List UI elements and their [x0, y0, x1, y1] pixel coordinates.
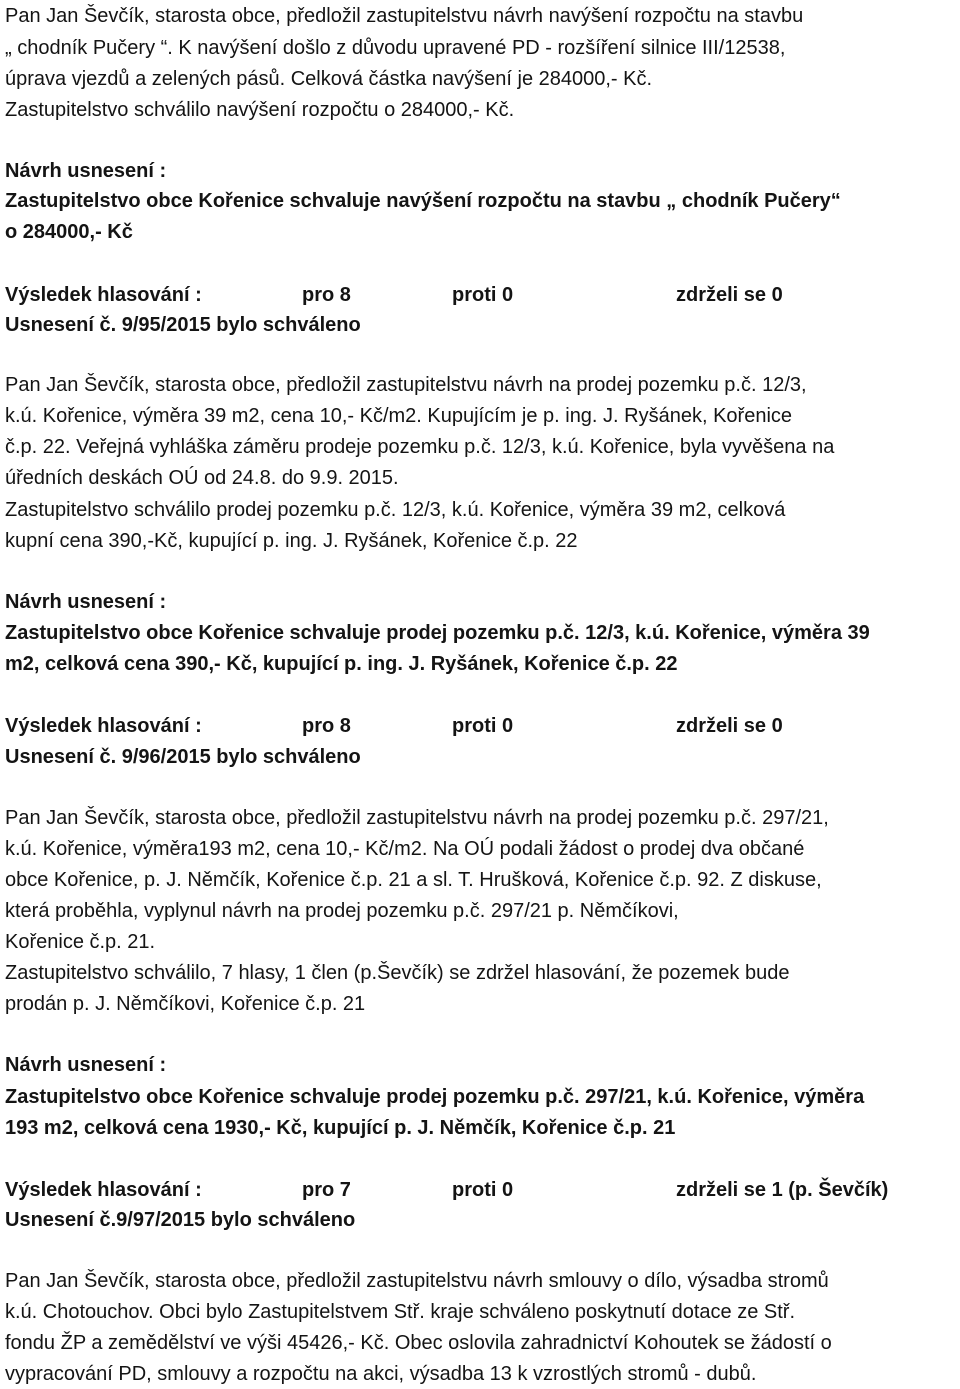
paragraph-line: k.ú. Chotouchov. Obci bylo Zastupitelstvem Stř. kraje schváleno poskytnutí dotace ze Stř. — [5, 1301, 795, 1323]
proposal-heading: Návrh usnesení : — [5, 591, 167, 613]
paragraph-line: úředních deskách OÚ od 24.8. do 9.9. 2015. — [5, 467, 399, 489]
vote-pro: pro 8 — [302, 715, 351, 737]
proposal-line: Zastupitelstvo obce Kořenice schvaluje prodej pozemku p.č. 12/3, k.ú. Kořenice, výměra 39 — [5, 622, 870, 644]
paragraph-line: úprava vjezdů a zelených pásů. Celková částka navýšení je 284000,- Kč. — [5, 68, 653, 90]
proposal-line: Zastupitelstvo obce Kořenice schvaluje prodej pozemku p.č. 297/21, k.ú. Kořenice, výměra — [5, 1086, 865, 1108]
proposal-heading: Návrh usnesení : — [5, 1054, 167, 1076]
proposal-line: o 284000,- Kč — [5, 221, 133, 243]
paragraph-line: která proběhla, vyplynul návrh na prodej pozemku p.č. 297/21 p. Němčíkovi, — [5, 900, 679, 922]
proposal-line: m2, celková cena 390,- Kč, kupující p. ing. J. Ryšánek, Kořenice č.p. 22 — [5, 653, 678, 675]
vote-zdrzeli: zdrželi se 1 (p. Ševčík) — [676, 1179, 889, 1201]
paragraph-line: k.ú. Kořenice, výměra193 m2, cena 10,- Kč/m2. Na OÚ podali žádost o prodej dva občané — [5, 838, 805, 860]
vote-pro: pro 7 — [302, 1179, 351, 1201]
paragraph-line: obce Kořenice, p. J. Němčík, Kořenice č.p. 21 a sl. T. Hrušková, Kořenice č.p. 92. Z diskuse, — [5, 869, 822, 891]
vote-label: Výsledek hlasování : — [5, 1179, 202, 1201]
proposal-line: Zastupitelstvo obce Kořenice schvaluje navýšení rozpočtu na stavbu „ chodník Pučery“ — [5, 190, 841, 212]
paragraph-line: kupní cena 390,-Kč, kupující p. ing. J. Ryšánek, Kořenice č.p. 22 — [5, 530, 578, 552]
paragraph-line: Pan Jan Ševčík, starosta obce, předložil zastupitelstvu návrh navýšení rozpočtu na stavbu — [5, 5, 804, 27]
paragraph-line: Zastupitelstvo schválilo prodej pozemku p.č. 12/3, k.ú. Kořenice, výměra 39 m2, celková — [5, 499, 786, 521]
vote-pro: pro 8 — [302, 284, 351, 306]
vote-label: Výsledek hlasování : — [5, 284, 202, 306]
vote-zdrzeli: zdrželi se 0 — [676, 284, 783, 306]
paragraph-line: Pan Jan Ševčík, starosta obce, předložil zastupitelstvu návrh smlouvy o dílo, výsadba stromů — [5, 1270, 829, 1292]
proposal-line: 193 m2, celková cena 1930,- Kč, kupující p. J. Němčík, Kořenice č.p. 21 — [5, 1117, 676, 1139]
resolution-result: Usnesení č.9/97/2015 bylo schváleno — [5, 1209, 356, 1231]
paragraph-line: vypracování PD, smlouvy a rozpočtu na akci, výsadba 13 k vzrostlých stromů - dubů. — [5, 1363, 757, 1385]
paragraph-line: Pan Jan Ševčík, starosta obce, předložil zastupitelstvu návrh na prodej pozemku p.č. 12/3, — [5, 374, 807, 396]
paragraph-line: Zastupitelstvo schválilo, 7 hlasy, 1 člen (p.Ševčík) se zdržel hlasování, že pozemek bude — [5, 962, 790, 984]
paragraph-line: k.ú. Kořenice, výměra 39 m2, cena 10,- Kč/m2. Kupujícím je p. ing. J. Ryšánek, Kořenice — [5, 405, 793, 427]
vote-zdrzeli: zdrželi se 0 — [676, 715, 783, 737]
paragraph-line: fondu ŽP a zemědělství ve výši 45426,- Kč. Obec oslovila zahradnictví Kohoutek se žádostí o — [5, 1332, 832, 1354]
paragraph-line: č.p. 22. Veřejná vyhláška záměru prodeje pozemku p.č. 12/3, k.ú. Kořenice, byla vyvěšena na — [5, 436, 835, 458]
resolution-result: Usnesení č. 9/95/2015 bylo schváleno — [5, 314, 361, 336]
paragraph-line: Zastupitelstvo schválilo navýšení rozpočtu o 284000,- Kč. — [5, 99, 515, 121]
vote-proti: proti 0 — [452, 715, 514, 737]
paragraph-line: Pan Jan Ševčík, starosta obce, předložil zastupitelstvu návrh na prodej pozemku p.č. 297/21, — [5, 807, 829, 829]
resolution-result: Usnesení č. 9/96/2015 bylo schváleno — [5, 746, 361, 768]
paragraph-line: Kořenice č.p. 21. — [5, 931, 156, 953]
paragraph-line: prodán p. J. Němčíkovi, Kořenice č.p. 21 — [5, 993, 366, 1015]
vote-proti: proti 0 — [452, 1179, 514, 1201]
proposal-heading: Návrh usnesení : — [5, 160, 167, 182]
vote-proti: proti 0 — [452, 284, 514, 306]
vote-label: Výsledek hlasování : — [5, 715, 202, 737]
paragraph-line: „ chodník Pučery “. K navýšení došlo z důvodu upravené PD - rozšíření silnice III/12538, — [5, 37, 786, 59]
